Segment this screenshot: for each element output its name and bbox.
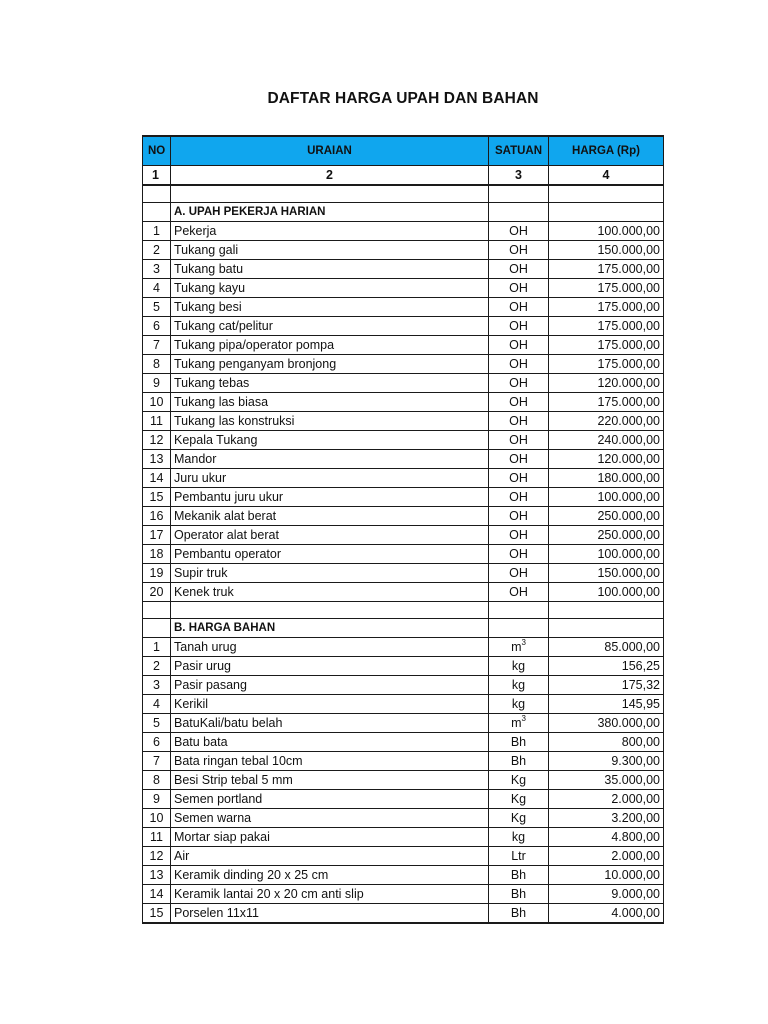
item-description: Tukang tebas <box>171 374 489 393</box>
unit-text: OH <box>509 376 528 390</box>
row-number: 10 <box>143 393 171 412</box>
price-cell: 2.000,00 <box>549 790 664 809</box>
table-row <box>143 790 664 809</box>
table-row <box>143 583 664 602</box>
row-number: 9 <box>143 790 171 809</box>
row-number: 12 <box>143 431 171 450</box>
row-number: 4 <box>143 695 171 714</box>
unit-cell <box>489 733 549 752</box>
row-number: 12 <box>143 847 171 866</box>
row-number: 7 <box>143 336 171 355</box>
unit-cell <box>489 583 549 602</box>
unit-text: kg <box>511 697 526 711</box>
price-cell: 100.000,00 <box>549 545 664 564</box>
price-cell: 180.000,00 <box>549 469 664 488</box>
unit-cell <box>489 336 549 355</box>
table-row <box>143 317 664 336</box>
price-cell: 380.000,00 <box>549 714 664 733</box>
table-row <box>143 393 664 412</box>
table-row <box>143 507 664 526</box>
table-row <box>143 771 664 790</box>
item-description: Kenek truk <box>171 583 489 602</box>
unit-cell <box>489 355 549 374</box>
section-title-row <box>143 203 664 222</box>
table-row <box>143 298 664 317</box>
table-row <box>143 809 664 828</box>
item-description: Operator alat berat <box>171 526 489 545</box>
price-cell: 175.000,00 <box>549 393 664 412</box>
price-cell: 4.800,00 <box>549 828 664 847</box>
table-row <box>143 752 664 771</box>
unit-text: OH <box>509 281 528 295</box>
unit-text: Ltr <box>511 849 526 863</box>
unit-text: Kg <box>510 792 527 806</box>
unit-superscript: 3 <box>521 638 526 647</box>
price-cell: 9.000,00 <box>549 885 664 904</box>
item-description: Pasir urug <box>171 657 489 676</box>
row-number: 15 <box>143 904 171 924</box>
item-description: Pembantu juru ukur <box>171 488 489 507</box>
unit-text: OH <box>509 338 528 352</box>
row-number: 5 <box>143 298 171 317</box>
row-number: 15 <box>143 488 171 507</box>
unit-text: Bh <box>510 906 527 920</box>
unit-text: OH <box>509 414 528 428</box>
item-description: Kepala Tukang <box>171 431 489 450</box>
table-row <box>143 526 664 545</box>
blank-row <box>143 602 664 619</box>
unit-cell <box>489 298 549 317</box>
section-title-row <box>143 619 664 638</box>
item-description: Air <box>171 847 489 866</box>
column-index: 2 <box>171 166 489 186</box>
unit-cell <box>489 866 549 885</box>
row-number: 2 <box>143 241 171 260</box>
unit-text: OH <box>509 357 528 371</box>
unit-cell <box>489 545 549 564</box>
unit-text: m <box>511 640 522 654</box>
row-number: 10 <box>143 809 171 828</box>
item-description: Pasir pasang <box>171 676 489 695</box>
table-row <box>143 545 664 564</box>
unit-cell <box>489 790 549 809</box>
unit-text: Bh <box>510 887 527 901</box>
empty-cell <box>143 619 171 638</box>
row-number: 14 <box>143 469 171 488</box>
row-number: 17 <box>143 526 171 545</box>
section-title: A. UPAH PEKERJA HARIAN <box>171 203 489 222</box>
price-cell: 10.000,00 <box>549 866 664 885</box>
price-cell: 100.000,00 <box>549 222 664 241</box>
unit-cell <box>489 260 549 279</box>
item-description: Tukang gali <box>171 241 489 260</box>
item-description: Besi Strip tebal 5 mm <box>171 771 489 790</box>
table-row <box>143 657 664 676</box>
item-description: Keramik dinding 20 x 25 cm <box>171 866 489 885</box>
unit-cell <box>489 695 549 714</box>
header-no: NO <box>143 136 171 166</box>
row-number: 11 <box>143 828 171 847</box>
row-number: 4 <box>143 279 171 298</box>
empty-cell <box>549 619 664 638</box>
unit-text: OH <box>509 547 528 561</box>
page-title: DAFTAR HARGA UPAH DAN BAHAN <box>267 90 539 107</box>
item-description: Mandor <box>171 450 489 469</box>
price-cell: 175.000,00 <box>549 317 664 336</box>
unit-text: Kg <box>510 773 527 787</box>
table-row <box>143 355 664 374</box>
table-row <box>143 488 664 507</box>
column-index: 3 <box>489 166 549 186</box>
unit-cell <box>489 847 549 866</box>
header-satuan: SATUAN <box>489 136 549 166</box>
item-description: BatuKali/batu belah <box>171 714 489 733</box>
unit-text: Bh <box>510 754 527 768</box>
price-cell: 175.000,00 <box>549 260 664 279</box>
unit-cell <box>489 526 549 545</box>
table-row <box>143 450 664 469</box>
table-row <box>143 279 664 298</box>
price-cell: 150.000,00 <box>549 241 664 260</box>
price-cell: 800,00 <box>549 733 664 752</box>
row-number: 1 <box>143 638 171 657</box>
item-description: Mekanik alat berat <box>171 507 489 526</box>
unit-text: OH <box>509 433 528 447</box>
empty-cell <box>489 602 549 619</box>
table-row <box>143 733 664 752</box>
item-description: Supir truk <box>171 564 489 583</box>
item-description: Pekerja <box>171 222 489 241</box>
row-number: 1 <box>143 222 171 241</box>
table-row <box>143 336 664 355</box>
row-number: 8 <box>143 355 171 374</box>
price-cell: 250.000,00 <box>549 526 664 545</box>
row-number: 20 <box>143 583 171 602</box>
row-number: 2 <box>143 657 171 676</box>
table-row <box>143 885 664 904</box>
price-cell: 175,32 <box>549 676 664 695</box>
empty-cell <box>143 203 171 222</box>
unit-cell <box>489 771 549 790</box>
price-cell: 3.200,00 <box>549 809 664 828</box>
item-description: Tukang kayu <box>171 279 489 298</box>
row-number: 16 <box>143 507 171 526</box>
row-number: 6 <box>143 733 171 752</box>
row-number: 18 <box>143 545 171 564</box>
table-row <box>143 469 664 488</box>
table-row <box>143 431 664 450</box>
price-cell: 100.000,00 <box>549 583 664 602</box>
item-description: Tukang besi <box>171 298 489 317</box>
item-description: Semen portland <box>171 790 489 809</box>
unit-cell <box>489 431 549 450</box>
row-number: 19 <box>143 564 171 583</box>
unit-text: OH <box>509 300 528 314</box>
price-cell: 145,95 <box>549 695 664 714</box>
column-index: 1 <box>143 166 171 186</box>
price-cell: 156,25 <box>549 657 664 676</box>
price-table <box>142 135 664 924</box>
empty-cell <box>171 602 489 619</box>
unit-cell <box>489 393 549 412</box>
header-harga: HARGA (Rp) <box>549 136 664 166</box>
empty-cell <box>171 185 489 203</box>
table-row <box>143 828 664 847</box>
price-cell: 85.000,00 <box>549 638 664 657</box>
price-cell: 175.000,00 <box>549 279 664 298</box>
empty-cell <box>549 602 664 619</box>
item-description: Bata ringan tebal 10cm <box>171 752 489 771</box>
table-row <box>143 676 664 695</box>
price-cell: 175.000,00 <box>549 355 664 374</box>
row-number: 9 <box>143 374 171 393</box>
unit-text: OH <box>509 319 528 333</box>
unit-text: OH <box>509 243 528 257</box>
row-number: 3 <box>143 260 171 279</box>
unit-cell <box>489 885 549 904</box>
row-number: 6 <box>143 317 171 336</box>
table-row <box>143 695 664 714</box>
unit-text: kg <box>511 830 526 844</box>
unit-cell <box>489 222 549 241</box>
unit-text: OH <box>509 528 528 542</box>
item-description: Batu bata <box>171 733 489 752</box>
empty-cell <box>143 185 171 203</box>
item-description: Mortar siap pakai <box>171 828 489 847</box>
table-row <box>143 412 664 431</box>
table-row <box>143 564 664 583</box>
unit-text: Bh <box>510 735 527 749</box>
unit-text: OH <box>509 262 528 276</box>
unit-cell <box>489 714 549 733</box>
table-row <box>143 638 664 657</box>
row-number: 8 <box>143 771 171 790</box>
unit-cell <box>489 279 549 298</box>
price-cell: 120.000,00 <box>549 374 664 393</box>
row-number: 13 <box>143 450 171 469</box>
unit-cell <box>489 317 549 336</box>
table-header-row <box>143 136 664 166</box>
unit-text: kg <box>511 678 526 692</box>
price-cell: 35.000,00 <box>549 771 664 790</box>
item-description: Juru ukur <box>171 469 489 488</box>
unit-cell <box>489 374 549 393</box>
table-row <box>143 222 664 241</box>
unit-cell <box>489 564 549 583</box>
unit-cell <box>489 657 549 676</box>
unit-text: Bh <box>510 868 527 882</box>
price-cell: 100.000,00 <box>549 488 664 507</box>
item-description: Tukang las konstruksi <box>171 412 489 431</box>
price-cell: 4.000,00 <box>549 904 664 924</box>
blank-row <box>143 185 664 203</box>
column-index-row <box>143 166 664 186</box>
price-cell: 150.000,00 <box>549 564 664 583</box>
unit-text: OH <box>509 224 528 238</box>
item-description: Porselen 11x11 <box>171 904 489 924</box>
price-cell: 175.000,00 <box>549 336 664 355</box>
item-description: Tukang batu <box>171 260 489 279</box>
unit-text: m <box>511 716 522 730</box>
unit-cell <box>489 676 549 695</box>
unit-cell <box>489 809 549 828</box>
item-description: Tukang las biasa <box>171 393 489 412</box>
unit-cell <box>489 469 549 488</box>
row-number: 5 <box>143 714 171 733</box>
item-description: Pembantu operator <box>171 545 489 564</box>
unit-text: kg <box>511 659 526 673</box>
row-number: 11 <box>143 412 171 431</box>
item-description: Tukang pipa/operator pompa <box>171 336 489 355</box>
unit-text: Kg <box>510 811 527 825</box>
price-cell: 2.000,00 <box>549 847 664 866</box>
item-description: Tukang cat/pelitur <box>171 317 489 336</box>
empty-cell <box>489 619 549 638</box>
empty-cell <box>549 185 664 203</box>
item-description: Keramik lantai 20 x 20 cm anti slip <box>171 885 489 904</box>
table-row <box>143 904 664 924</box>
price-cell: 240.000,00 <box>549 431 664 450</box>
unit-cell <box>489 241 549 260</box>
price-cell: 175.000,00 <box>549 298 664 317</box>
unit-superscript: 3 <box>521 714 526 723</box>
empty-cell <box>143 602 171 619</box>
unit-cell <box>489 638 549 657</box>
row-number: 14 <box>143 885 171 904</box>
unit-text: OH <box>509 452 528 466</box>
item-description: Kerikil <box>171 695 489 714</box>
unit-text: OH <box>509 490 528 504</box>
unit-text: OH <box>509 509 528 523</box>
empty-cell <box>489 203 549 222</box>
table-row <box>143 260 664 279</box>
item-description: Tukang penganyam bronjong <box>171 355 489 374</box>
price-cell: 220.000,00 <box>549 412 664 431</box>
empty-cell <box>549 203 664 222</box>
table-row <box>143 847 664 866</box>
column-index: 4 <box>549 166 664 186</box>
unit-cell <box>489 752 549 771</box>
unit-text: OH <box>509 395 528 409</box>
unit-text: OH <box>509 471 528 485</box>
row-number: 13 <box>143 866 171 885</box>
item-description: Semen warna <box>171 809 489 828</box>
unit-cell <box>489 450 549 469</box>
header-uraian: URAIAN <box>171 136 489 166</box>
unit-text: OH <box>509 585 528 599</box>
row-number: 3 <box>143 676 171 695</box>
table-row <box>143 374 664 393</box>
unit-cell <box>489 488 549 507</box>
table-row <box>143 866 664 885</box>
unit-cell <box>489 904 549 924</box>
unit-cell <box>489 828 549 847</box>
price-cell: 250.000,00 <box>549 507 664 526</box>
item-description: Tanah urug <box>171 638 489 657</box>
price-cell: 9.300,00 <box>549 752 664 771</box>
unit-cell <box>489 507 549 526</box>
unit-cell <box>489 412 549 431</box>
row-number: 7 <box>143 752 171 771</box>
section-title: B. HARGA BAHAN <box>171 619 489 638</box>
empty-cell <box>489 185 549 203</box>
price-cell: 120.000,00 <box>549 450 664 469</box>
table-row <box>143 241 664 260</box>
table-row <box>143 714 664 733</box>
unit-text: OH <box>509 566 528 580</box>
